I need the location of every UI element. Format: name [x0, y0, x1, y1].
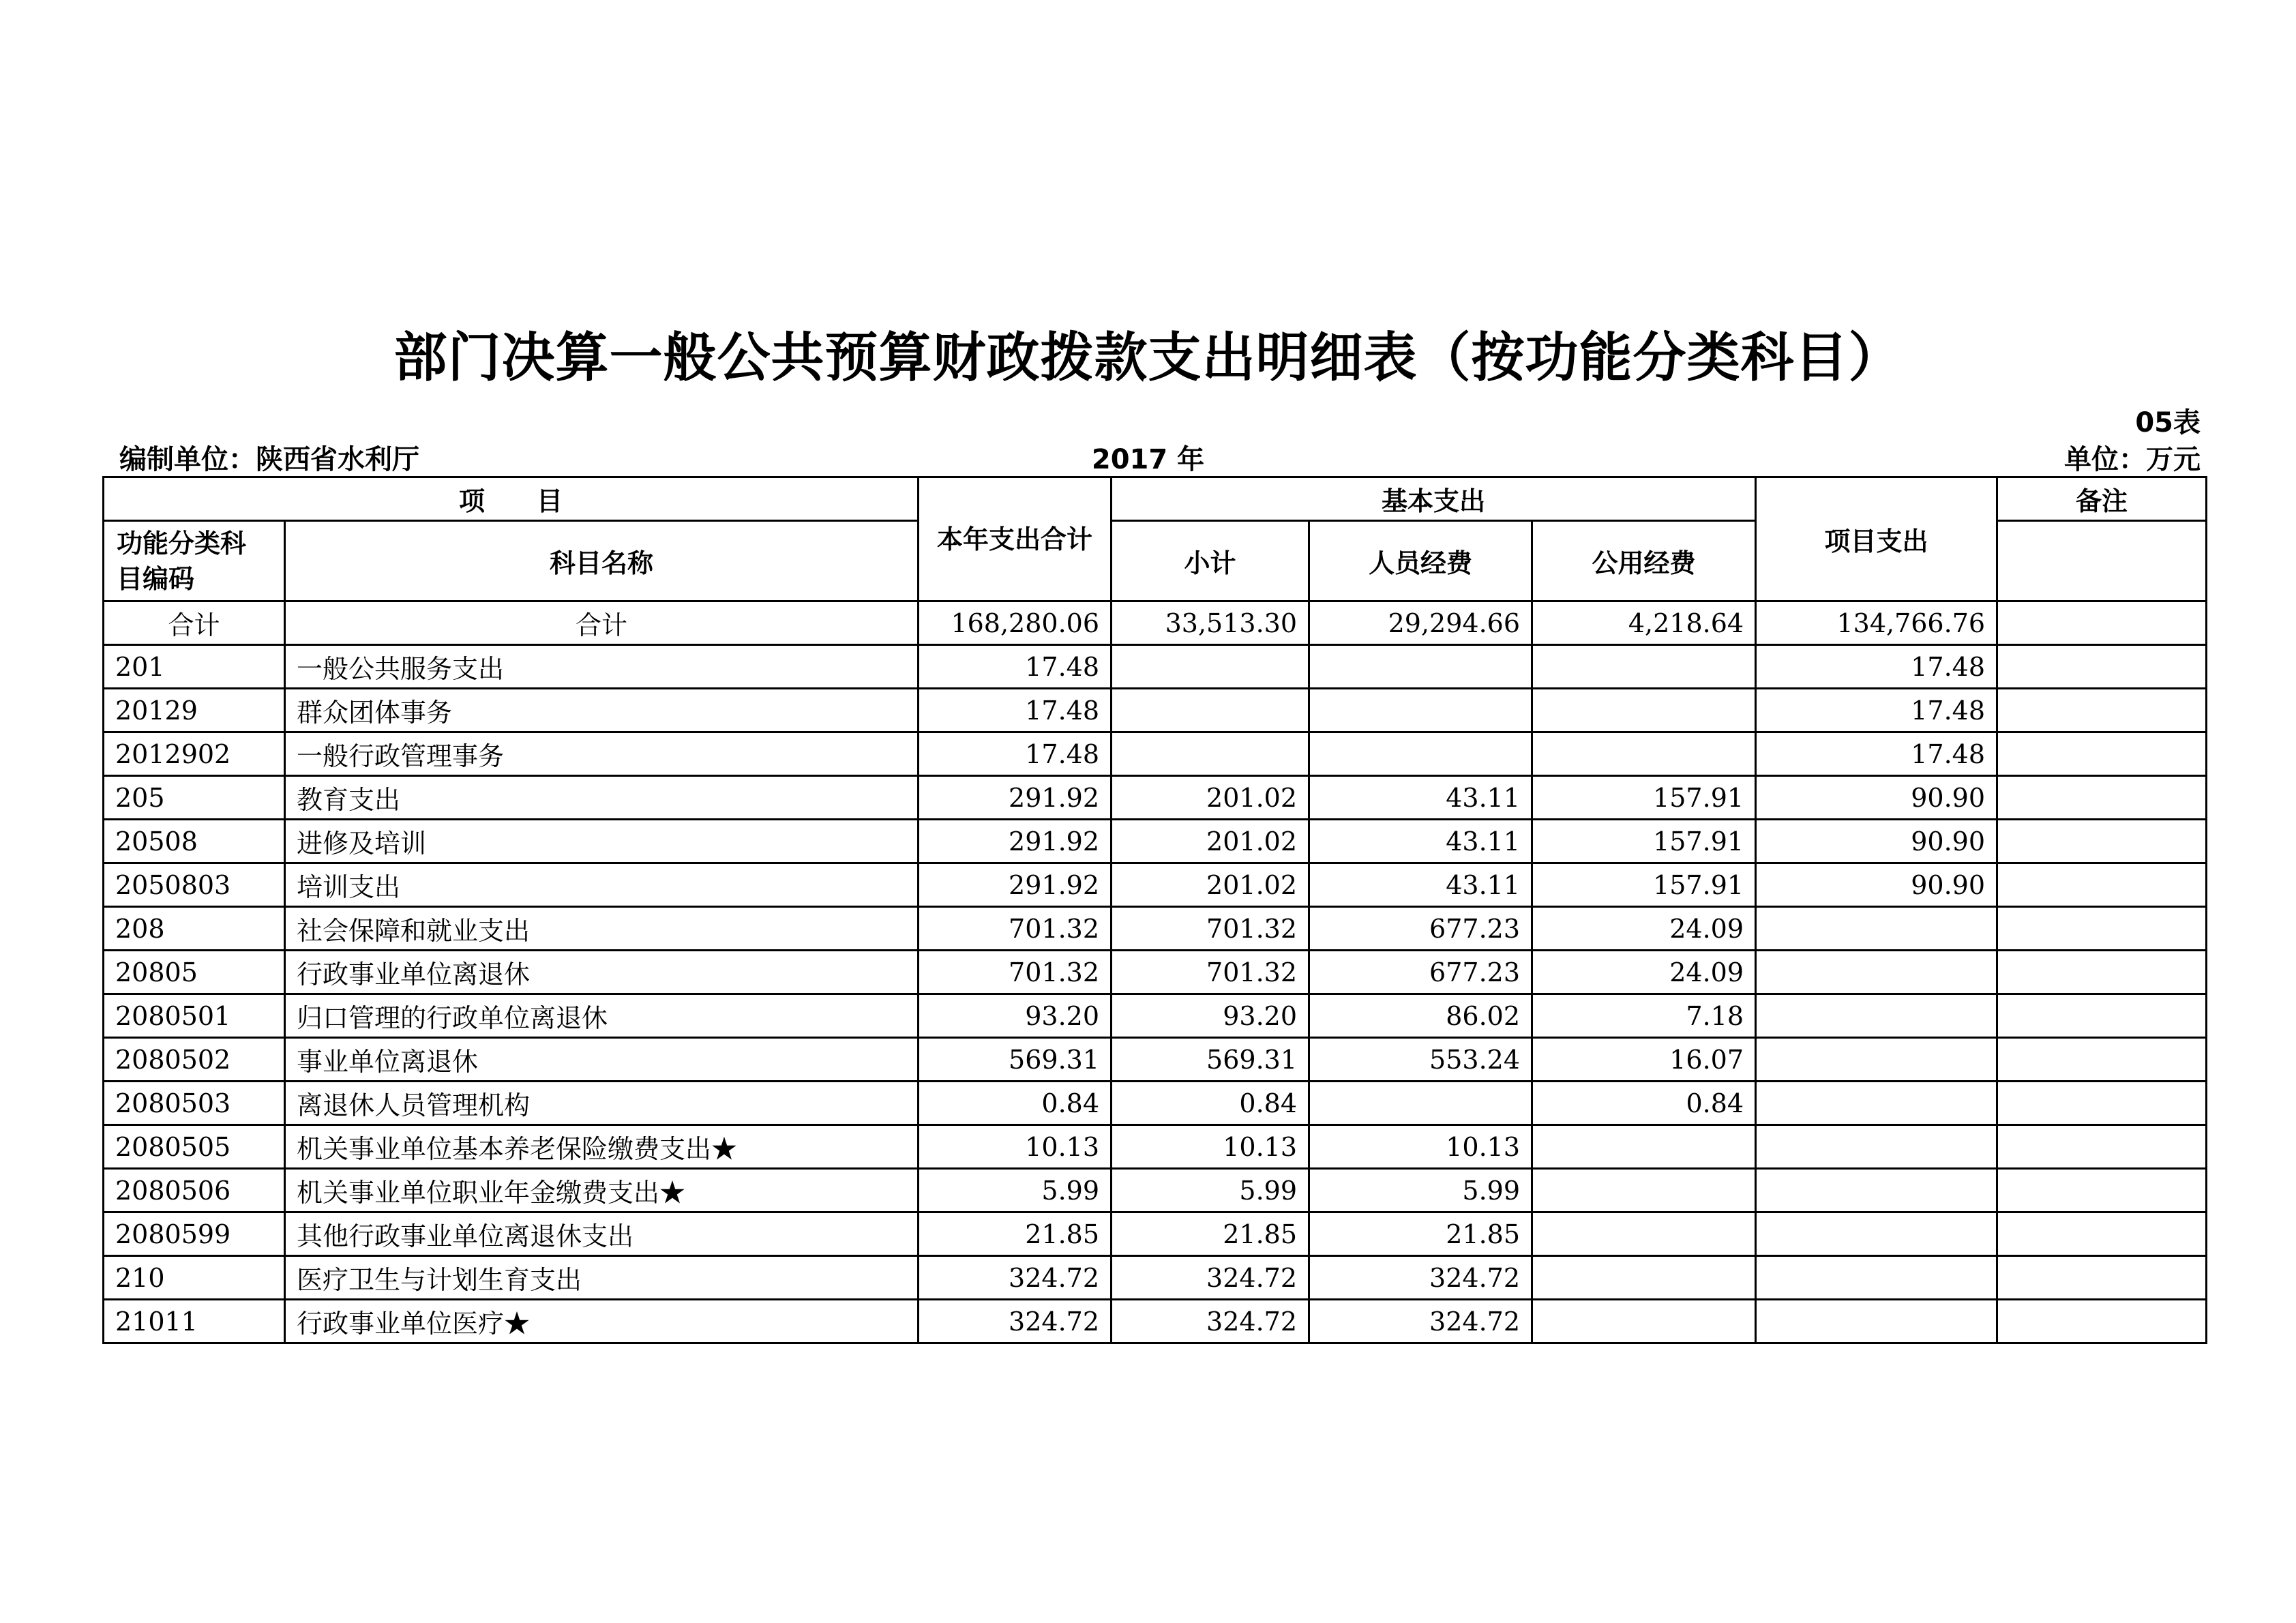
- cell-code: 2012902: [104, 732, 285, 776]
- cell-code: 2050803: [104, 863, 285, 907]
- table-row: [104, 994, 2207, 1038]
- cell-personnel: 43.11: [1309, 863, 1532, 907]
- header-project: 项 目: [104, 477, 919, 521]
- table-row: [104, 907, 2207, 951]
- header-public: 公用经费: [1532, 521, 1756, 601]
- cell-project: [1756, 951, 1997, 994]
- cell-code: 2080502: [104, 1038, 285, 1082]
- cell-personnel: 5.99: [1309, 1169, 1532, 1212]
- header-personnel: 人员经费: [1309, 521, 1532, 601]
- cell-name: 一般公共服务支出: [285, 645, 919, 689]
- cell-name: 培训支出: [285, 863, 919, 907]
- cell-personnel: 677.23: [1309, 951, 1532, 994]
- cell-public: 7.18: [1532, 994, 1756, 1038]
- cell-name: 其他行政事业单位离退休支出: [285, 1212, 919, 1256]
- cell-name: 行政事业单位医疗★: [285, 1300, 919, 1343]
- cell-subtotal: 569.31: [1112, 1038, 1309, 1082]
- cell-subtotal: 21.85: [1112, 1212, 1309, 1256]
- cell-code: 205: [104, 776, 285, 820]
- cell-public: 24.09: [1532, 951, 1756, 994]
- cell-remark: [1997, 732, 2207, 776]
- cell-name: 离退休人员管理机构: [285, 1082, 919, 1125]
- cell-project: 17.48: [1756, 732, 1997, 776]
- header-remark-blank: [1997, 521, 2207, 601]
- cell-total: 17.48: [919, 732, 1112, 776]
- table-row: [104, 1125, 2207, 1169]
- cell-total: 0.84: [919, 1082, 1112, 1125]
- cell-subtotal: 701.32: [1112, 951, 1309, 994]
- cell-project: [1756, 1125, 1997, 1169]
- cell-project: [1756, 1082, 1997, 1125]
- header-name: 科目名称: [285, 521, 919, 601]
- header-subtotal: 小计: [1112, 521, 1309, 601]
- table-row: [104, 732, 2207, 776]
- cell-total: 291.92: [919, 820, 1112, 863]
- cell-personnel: 86.02: [1309, 994, 1532, 1038]
- cell-personnel: [1309, 689, 1532, 732]
- cell-project: 90.90: [1756, 776, 1997, 820]
- table-row: [104, 863, 2207, 907]
- cell-subtotal: 324.72: [1112, 1256, 1309, 1300]
- cell-public: [1532, 1169, 1756, 1212]
- cell-public: [1532, 689, 1756, 732]
- cell-remark: [1997, 1300, 2207, 1343]
- cell-code: 21011: [104, 1300, 285, 1343]
- table-row: [104, 645, 2207, 689]
- cell-remark: [1997, 907, 2207, 951]
- table-row: [104, 820, 2207, 863]
- table-row: [104, 1300, 2207, 1343]
- cell-subtotal: 5.99: [1112, 1169, 1309, 1212]
- cell-subtotal: 324.72: [1112, 1300, 1309, 1343]
- currency-unit: 单位：万元: [2064, 444, 2201, 475]
- header-code: 功能分类科目编码: [104, 521, 285, 601]
- cell-project: 17.48: [1756, 689, 1997, 732]
- cell-personnel: 10.13: [1309, 1125, 1532, 1169]
- cell-remark: [1997, 1169, 2207, 1212]
- table-row: [104, 951, 2207, 994]
- cell-remark: [1997, 994, 2207, 1038]
- cell-code: 2080505: [104, 1125, 285, 1169]
- cell-public: [1532, 1300, 1756, 1343]
- cell-code: 208: [104, 907, 285, 951]
- table-row: [104, 776, 2207, 820]
- cell-personnel: 324.72: [1309, 1256, 1532, 1300]
- cell-subtotal: 10.13: [1112, 1125, 1309, 1169]
- cell-remark: [1997, 820, 2207, 863]
- cell-subtotal: 93.20: [1112, 994, 1309, 1038]
- cell-name: 归口管理的行政单位离退休: [285, 994, 919, 1038]
- cell-total: 569.31: [919, 1038, 1112, 1082]
- cell-subtotal: [1112, 732, 1309, 776]
- cell-name: 一般行政管理事务: [285, 732, 919, 776]
- cell-project: 90.90: [1756, 863, 1997, 907]
- cell-project: [1756, 994, 1997, 1038]
- cell-project: [1756, 1212, 1997, 1256]
- cell-name: 机关事业单位基本养老保险缴费支出★: [285, 1125, 919, 1169]
- cell-personnel: [1309, 1082, 1532, 1125]
- cell-name: 机关事业单位职业年金缴费支出★: [285, 1169, 919, 1212]
- cell-public: [1532, 1212, 1756, 1256]
- cell-remark: [1997, 863, 2207, 907]
- cell-code: 合计: [104, 601, 285, 645]
- cell-project: [1756, 1169, 1997, 1212]
- cell-code: 210: [104, 1256, 285, 1300]
- cell-remark: [1997, 1038, 2207, 1082]
- cell-remark: [1997, 1256, 2207, 1300]
- cell-project: [1756, 907, 1997, 951]
- expenditure-table: [102, 476, 2207, 1344]
- cell-personnel: 553.24: [1309, 1038, 1532, 1082]
- cell-remark: [1997, 1082, 2207, 1125]
- cell-public: [1532, 732, 1756, 776]
- cell-public: 157.91: [1532, 863, 1756, 907]
- cell-remark: [1997, 1212, 2207, 1256]
- cell-project: 90.90: [1756, 820, 1997, 863]
- cell-remark: [1997, 1125, 2207, 1169]
- cell-public: [1532, 645, 1756, 689]
- table-row: [104, 689, 2207, 732]
- cell-public: 4,218.64: [1532, 601, 1756, 645]
- header-remark: 备注: [1997, 477, 2207, 521]
- cell-subtotal: 201.02: [1112, 863, 1309, 907]
- report-year: 2017 年: [1091, 444, 1205, 475]
- cell-project: 134,766.76: [1756, 601, 1997, 645]
- cell-remark: [1997, 689, 2207, 732]
- cell-name: 行政事业单位离退休: [285, 951, 919, 994]
- cell-code: 20129: [104, 689, 285, 732]
- cell-total: 5.99: [919, 1169, 1112, 1212]
- table-row: [104, 1038, 2207, 1082]
- cell-public: 157.91: [1532, 820, 1756, 863]
- cell-total: 10.13: [919, 1125, 1112, 1169]
- table-row: [104, 1212, 2207, 1256]
- header-basic: 基本支出: [1112, 477, 1756, 521]
- cell-name: 医疗卫生与计划生育支出: [285, 1256, 919, 1300]
- header-total: 本年支出合计: [919, 477, 1112, 601]
- cell-code: 20805: [104, 951, 285, 994]
- cell-subtotal: 33,513.30: [1112, 601, 1309, 645]
- cell-public: 157.91: [1532, 776, 1756, 820]
- cell-code: 2080506: [104, 1169, 285, 1212]
- cell-total: 324.72: [919, 1300, 1112, 1343]
- cell-subtotal: 0.84: [1112, 1082, 1309, 1125]
- cell-total: 168,280.06: [919, 601, 1112, 645]
- cell-total: 21.85: [919, 1212, 1112, 1256]
- cell-name: 进修及培训: [285, 820, 919, 863]
- cell-total: 93.20: [919, 994, 1112, 1038]
- cell-personnel: [1309, 732, 1532, 776]
- cell-total: 701.32: [919, 907, 1112, 951]
- header-project-expenditure: 项目支出: [1756, 477, 1997, 601]
- cell-code: 2080503: [104, 1082, 285, 1125]
- cell-personnel: 677.23: [1309, 907, 1532, 951]
- cell-total: 291.92: [919, 776, 1112, 820]
- cell-code: 2080501: [104, 994, 285, 1038]
- cell-subtotal: [1112, 645, 1309, 689]
- table-number: 05表: [2135, 407, 2201, 438]
- cell-code: 201: [104, 645, 285, 689]
- cell-public: 24.09: [1532, 907, 1756, 951]
- cell-total: 17.48: [919, 689, 1112, 732]
- cell-public: 16.07: [1532, 1038, 1756, 1082]
- cell-subtotal: [1112, 689, 1309, 732]
- cell-personnel: 43.11: [1309, 820, 1532, 863]
- cell-public: 0.84: [1532, 1082, 1756, 1125]
- cell-code: 2080599: [104, 1212, 285, 1256]
- cell-public: [1532, 1125, 1756, 1169]
- cell-remark: [1997, 776, 2207, 820]
- cell-public: [1532, 1256, 1756, 1300]
- cell-name: 合计: [285, 601, 919, 645]
- cell-name: 群众团体事务: [285, 689, 919, 732]
- cell-subtotal: 701.32: [1112, 907, 1309, 951]
- cell-total: 701.32: [919, 951, 1112, 994]
- total-row: [104, 601, 2207, 645]
- cell-total: 17.48: [919, 645, 1112, 689]
- cell-remark: [1997, 601, 2207, 645]
- cell-name: 教育支出: [285, 776, 919, 820]
- cell-remark: [1997, 951, 2207, 994]
- cell-name: 社会保障和就业支出: [285, 907, 919, 951]
- cell-personnel: [1309, 645, 1532, 689]
- cell-project: [1756, 1256, 1997, 1300]
- cell-project: [1756, 1038, 1997, 1082]
- cell-personnel: 43.11: [1309, 776, 1532, 820]
- cell-personnel: 21.85: [1309, 1212, 1532, 1256]
- table-row: [104, 1256, 2207, 1300]
- table-row: [104, 1082, 2207, 1125]
- cell-personnel: 29,294.66: [1309, 601, 1532, 645]
- cell-total: 291.92: [919, 863, 1112, 907]
- cell-total: 324.72: [919, 1256, 1112, 1300]
- table-row: [104, 1169, 2207, 1212]
- cell-project: [1756, 1300, 1997, 1343]
- cell-name: 事业单位离退休: [285, 1038, 919, 1082]
- cell-code: 20508: [104, 820, 285, 863]
- cell-subtotal: 201.02: [1112, 820, 1309, 863]
- compiling-unit: 编制单位：陕西省水利厅: [119, 444, 419, 475]
- page-title: 部门决算一般公共预算财政拨款支出明细表（按功能分类科目）: [393, 327, 1903, 389]
- cell-subtotal: 201.02: [1112, 776, 1309, 820]
- cell-personnel: 324.72: [1309, 1300, 1532, 1343]
- cell-project: 17.48: [1756, 645, 1997, 689]
- cell-remark: [1997, 645, 2207, 689]
